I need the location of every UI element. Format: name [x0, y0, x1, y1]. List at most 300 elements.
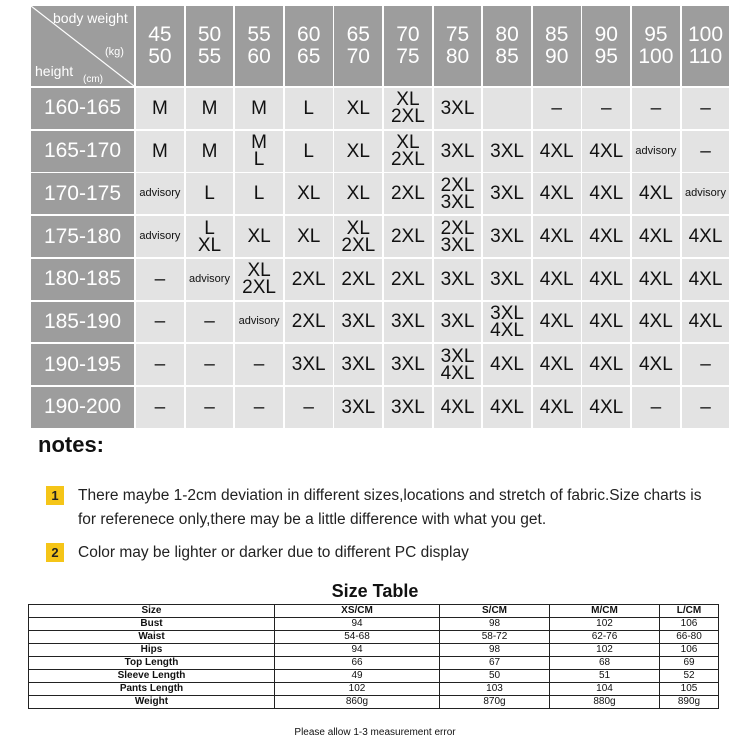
size-table-cell: 103	[440, 683, 550, 696]
size-table-cell: 68	[550, 657, 660, 670]
size-table-row-label: Sleeve Length	[29, 670, 275, 683]
size-value: 4XL	[638, 226, 673, 248]
size-value: –	[154, 396, 166, 418]
size-value: 3XL	[390, 354, 425, 376]
size-value: advisory	[685, 187, 726, 200]
size-value: 4XL	[539, 396, 574, 418]
size-value: 2XL	[440, 217, 475, 239]
size-value: 3XL	[390, 311, 425, 333]
height-row-header: 180-185	[31, 259, 134, 300]
size-value: –	[650, 97, 662, 119]
size-value: 2XL	[291, 268, 326, 290]
weight-value: 75	[445, 23, 470, 46]
size-value: advisory	[139, 187, 181, 200]
weight-value: 80	[445, 45, 470, 68]
size-cell	[384, 131, 432, 172]
size-cell	[334, 344, 382, 385]
height-row-header: 185-190	[31, 302, 134, 343]
size-value: XL	[197, 234, 222, 256]
size-value: L	[204, 183, 215, 205]
size-value: 3XL	[440, 268, 475, 290]
size-value: advisory	[635, 144, 677, 157]
size-table-cell: 94	[275, 618, 440, 631]
weight-value: 70	[346, 45, 370, 68]
size-value: 4XL	[638, 354, 673, 376]
size-cell	[235, 131, 283, 172]
notes-title: notes:	[38, 432, 104, 457]
height-row-header: 165-170	[31, 131, 134, 172]
size-value: –	[253, 354, 265, 376]
size-cell	[533, 88, 581, 129]
height-unit-label: (cm)	[83, 74, 103, 85]
size-cell	[632, 173, 680, 214]
weight-value: 45	[148, 23, 172, 46]
weight-value: 95	[644, 23, 668, 46]
size-table-cell: 62-76	[550, 631, 660, 644]
size-cell	[136, 173, 184, 214]
weight-column-header	[136, 6, 184, 86]
size-cell	[632, 88, 680, 129]
size-value: 3XL	[440, 140, 475, 162]
size-table-cell: 104	[550, 683, 660, 696]
size-value: –	[700, 140, 711, 162]
size-table-row-label: Top Length	[29, 657, 275, 670]
size-table-cell: 880g	[550, 696, 660, 709]
size-cell	[682, 259, 730, 300]
size-cell	[235, 344, 283, 385]
note-text: There maybe 1-2cm deviation in different sizes,locations and stretch of fabric.Size charts is for referenece only,there may be a little difference with what you get.	[78, 487, 702, 528]
size-cell	[434, 302, 482, 343]
weight-value: 55	[247, 23, 271, 46]
size-value: XL	[247, 260, 271, 282]
size-cell	[186, 259, 234, 300]
size-cell	[434, 216, 482, 257]
size-cell	[434, 387, 482, 428]
size-table-cell: 94	[275, 644, 440, 657]
size-value: L	[204, 217, 215, 239]
size-table-header: L/CM	[660, 605, 719, 618]
size-value: M	[201, 140, 218, 162]
size-cell	[434, 259, 482, 300]
size-cell	[582, 173, 630, 214]
size-cell	[136, 387, 184, 428]
size-cell	[533, 302, 581, 343]
size-table-cell: 102	[275, 683, 440, 696]
weight-column-header	[334, 6, 382, 86]
weight-value: 55	[197, 45, 222, 68]
size-value: 3XL	[490, 302, 524, 324]
size-table-row	[29, 618, 719, 631]
size-value: 4XL	[539, 311, 574, 333]
size-value: –	[204, 396, 215, 418]
size-value: –	[154, 268, 166, 290]
size-cell	[682, 216, 730, 257]
size-value: 3XL	[490, 183, 524, 205]
size-table-header: M/CM	[550, 605, 660, 618]
size-cell	[434, 131, 482, 172]
weight-column-header	[285, 6, 333, 86]
size-value: –	[154, 311, 166, 333]
size-value: L	[303, 97, 314, 119]
size-value: –	[601, 97, 612, 119]
size-cell	[582, 302, 630, 343]
size-value: 3XL	[291, 354, 326, 376]
weight-value: 65	[297, 45, 321, 68]
weight-value: 100	[687, 23, 724, 46]
size-table-cell: 98	[440, 618, 550, 631]
size-value: advisory	[238, 315, 280, 328]
weight-value: 80	[495, 23, 519, 46]
size-cell	[384, 259, 432, 300]
size-cell	[533, 387, 581, 428]
size-value: 4XL	[589, 226, 624, 248]
size-table-cell: 105	[660, 683, 719, 696]
size-table-cell: 66	[275, 657, 440, 670]
size-table-row-label: Bust	[29, 618, 275, 631]
size-value: 4XL	[638, 268, 673, 290]
size-value: 3XL	[341, 396, 376, 418]
size-cell	[136, 259, 184, 300]
height-row-header: 175-180	[31, 216, 134, 257]
size-cell	[136, 88, 184, 129]
size-value: XL	[297, 183, 321, 205]
size-cell	[285, 88, 333, 129]
size-table-cell: 890g	[660, 696, 719, 709]
size-table-cell: 51	[550, 670, 660, 683]
weight-value: 75	[396, 45, 420, 68]
size-value: L	[303, 140, 314, 162]
size-value: –	[700, 396, 711, 418]
size-cell	[434, 344, 482, 385]
size-cell	[334, 216, 382, 257]
size-table	[28, 604, 719, 709]
size-cell	[186, 387, 234, 428]
height-row-header: 160-165	[31, 88, 134, 129]
size-value: –	[700, 97, 711, 119]
size-cell	[533, 173, 581, 214]
size-cell	[334, 302, 382, 343]
size-value: 4XL	[440, 396, 475, 418]
size-value: 4XL	[638, 183, 673, 205]
size-table-cell: 58-72	[440, 631, 550, 644]
height-row-header: 190-195	[31, 344, 134, 385]
weight-value: 50	[197, 23, 222, 46]
note-number-badge: 2	[46, 543, 64, 562]
weight-column-header	[632, 6, 680, 86]
size-cell	[682, 387, 730, 428]
size-value: 4XL	[688, 311, 723, 333]
size-value: 4XL	[688, 226, 723, 248]
size-cell	[582, 88, 630, 129]
size-table-cell: 106	[660, 644, 719, 657]
size-cell	[186, 216, 234, 257]
size-table-cell: 870g	[440, 696, 550, 709]
size-table-row	[29, 696, 719, 709]
size-cell	[334, 259, 382, 300]
size-table-cell: 49	[275, 670, 440, 683]
size-cell	[285, 387, 333, 428]
size-cell	[235, 88, 283, 129]
size-cell	[384, 216, 432, 257]
size-cell	[682, 302, 730, 343]
size-cell	[582, 259, 630, 300]
size-cell	[285, 344, 333, 385]
size-value: 2XL	[341, 268, 376, 290]
size-value: 3XL	[440, 345, 475, 367]
size-table-cell: 67	[440, 657, 550, 670]
size-value: L	[253, 183, 265, 205]
size-value: M	[251, 132, 267, 154]
weight-value: 95	[594, 45, 618, 68]
size-cell	[235, 216, 283, 257]
size-value: XL	[346, 217, 370, 239]
size-cell	[384, 88, 432, 129]
weight-value: 90	[594, 23, 618, 46]
size-cell	[632, 216, 680, 257]
weight-column-header	[682, 6, 730, 86]
size-value: M	[151, 140, 168, 162]
note-number-badge: 1	[46, 486, 64, 505]
size-value: XL	[396, 132, 420, 154]
size-table-header: XS/CM	[275, 605, 440, 618]
size-value: M	[151, 97, 168, 119]
size-cell	[235, 387, 283, 428]
size-table-header: Size	[29, 605, 275, 618]
size-value: 4XL	[589, 183, 624, 205]
size-cell	[334, 131, 382, 172]
weight-column-header	[483, 6, 531, 86]
weight-value: 110	[688, 45, 723, 68]
size-value: 2XL	[390, 226, 425, 248]
size-cell	[483, 173, 531, 214]
weight-value: 85	[545, 23, 569, 46]
size-cell	[483, 216, 531, 257]
size-cell	[334, 173, 382, 214]
size-value: 3XL	[490, 140, 524, 162]
weight-value: 50	[148, 45, 172, 68]
size-value: –	[253, 396, 265, 418]
size-value: –	[154, 354, 166, 376]
size-value: 3XL	[440, 191, 475, 213]
size-value: M	[201, 97, 218, 119]
size-cell	[384, 173, 432, 214]
size-value: 2XL	[341, 234, 376, 256]
weight-axis-label: body weight	[53, 10, 128, 26]
weight-value: 70	[396, 23, 420, 46]
size-cell	[582, 216, 630, 257]
size-value: XL	[297, 226, 321, 248]
size-table-cell: 50	[440, 670, 550, 683]
size-table-row	[29, 631, 719, 644]
weight-value: 60	[297, 23, 321, 46]
size-cell	[682, 173, 730, 214]
weight-value: 85	[495, 45, 519, 68]
weight-value: 100	[638, 45, 674, 68]
size-cell	[483, 259, 531, 300]
size-cell	[483, 387, 531, 428]
size-table-row-label: Pants Length	[29, 683, 275, 696]
size-value: 3XL	[490, 226, 524, 248]
size-table-header: S/CM	[440, 605, 550, 618]
size-cell	[235, 259, 283, 300]
size-cell	[533, 131, 581, 172]
size-value: advisory	[139, 230, 181, 243]
size-value: 2XL	[390, 106, 425, 128]
weight-value: 65	[346, 23, 370, 46]
size-value: –	[650, 396, 662, 418]
size-chart-grid	[31, 6, 726, 419]
size-table-header-row	[29, 605, 719, 618]
size-table-row-label: Hips	[29, 644, 275, 657]
size-cell	[434, 173, 482, 214]
size-cell	[334, 387, 382, 428]
weight-column-header	[186, 6, 234, 86]
size-value: XL	[346, 183, 370, 205]
size-table-cell: 98	[440, 644, 550, 657]
size-value: 4XL	[539, 183, 574, 205]
size-value: 3XL	[341, 311, 376, 333]
size-table-cell: 69	[660, 657, 719, 670]
weight-unit-label: (kg)	[105, 46, 124, 58]
size-value: M	[251, 97, 267, 119]
size-value: 3XL	[390, 396, 425, 418]
size-value: 3XL	[440, 97, 475, 119]
size-value: –	[551, 97, 562, 119]
height-row-header: 170-175	[31, 173, 134, 214]
size-cell	[186, 173, 234, 214]
size-value: XL	[346, 97, 370, 119]
size-cell	[186, 88, 234, 129]
size-value: 4XL	[539, 140, 574, 162]
size-value: 3XL	[341, 354, 376, 376]
size-cell	[632, 259, 680, 300]
size-value: 4XL	[589, 268, 624, 290]
size-value: 4XL	[589, 396, 624, 418]
size-cell	[384, 302, 432, 343]
size-table-row	[29, 644, 719, 657]
size-value: L	[253, 149, 265, 171]
size-value: 3XL	[440, 234, 475, 256]
size-cell	[136, 216, 184, 257]
size-value: XL	[396, 89, 420, 111]
weight-column-header	[533, 6, 581, 86]
measurement-note: Please allow 1-3 measurement error	[294, 727, 456, 738]
size-cell	[285, 131, 333, 172]
size-cell	[285, 173, 333, 214]
size-cell	[235, 302, 283, 343]
size-table-title: Size Table	[331, 581, 419, 601]
chart-corner-header	[31, 6, 134, 86]
size-cell	[632, 387, 680, 428]
size-value: 4XL	[589, 354, 624, 376]
size-cell	[682, 131, 730, 172]
note-text: Color may be lighter or darker due to different PC display	[78, 544, 469, 561]
size-cell	[582, 344, 630, 385]
size-cell	[285, 216, 333, 257]
size-cell	[682, 344, 730, 385]
size-value: 4XL	[490, 354, 524, 376]
size-value: XL	[346, 140, 370, 162]
size-value: 4XL	[490, 396, 524, 418]
size-cell	[136, 344, 184, 385]
size-value: 4XL	[688, 268, 723, 290]
size-cell	[483, 131, 531, 172]
weight-column-header	[434, 6, 482, 86]
size-cell	[582, 131, 630, 172]
size-value: –	[204, 311, 215, 333]
height-axis-label: height	[35, 63, 74, 79]
size-value: 4XL	[638, 311, 673, 333]
size-cell	[136, 131, 184, 172]
size-value: 2XL	[390, 149, 425, 171]
size-table-cell: 860g	[275, 696, 440, 709]
size-value: advisory	[189, 272, 230, 285]
size-cell	[434, 88, 482, 129]
size-table-row-label: Weight	[29, 696, 275, 709]
size-cell	[334, 88, 382, 129]
size-value: 3XL	[440, 311, 475, 333]
size-value: 4XL	[539, 268, 574, 290]
size-cell	[285, 259, 333, 300]
size-table-cell: 102	[550, 644, 660, 657]
size-value: 2XL	[390, 268, 425, 290]
size-cell	[384, 344, 432, 385]
size-cell	[483, 344, 531, 385]
size-table-row	[29, 683, 719, 696]
size-cell	[533, 259, 581, 300]
size-table-row	[29, 670, 719, 683]
weight-value: 60	[247, 45, 271, 68]
size-value: 4XL	[589, 140, 624, 162]
size-cell	[533, 344, 581, 385]
size-cell	[136, 302, 184, 343]
weight-value: 90	[545, 45, 569, 68]
size-table-cell: 66-80	[660, 631, 719, 644]
size-value: 4XL	[539, 226, 574, 248]
size-table-cell: 106	[660, 618, 719, 631]
size-cell	[186, 302, 234, 343]
size-cell	[483, 302, 531, 343]
size-cell	[582, 387, 630, 428]
size-cell	[632, 302, 680, 343]
weight-column-header	[582, 6, 630, 86]
size-cell	[384, 387, 432, 428]
size-value: 2XL	[440, 174, 475, 196]
size-cell	[632, 344, 680, 385]
size-value: 2XL	[390, 183, 425, 205]
size-cell	[632, 131, 680, 172]
weight-column-header	[235, 6, 283, 86]
height-row-header: 190-200	[31, 387, 134, 428]
size-cell	[533, 216, 581, 257]
size-value: 4XL	[589, 311, 624, 333]
size-value: XL	[247, 226, 271, 248]
size-table-cell: 102	[550, 618, 660, 631]
size-cell	[682, 88, 730, 129]
size-cell	[186, 344, 234, 385]
weight-column-header	[384, 6, 432, 86]
size-cell	[235, 173, 283, 214]
size-value: –	[204, 354, 215, 376]
size-table-cell: 52	[660, 670, 719, 683]
size-value: 3XL	[490, 268, 524, 290]
size-value: 2XL	[291, 311, 326, 333]
size-value: 4XL	[490, 319, 524, 341]
size-value: 4XL	[440, 362, 475, 384]
size-table-cell: 54-68	[275, 631, 440, 644]
size-value: 4XL	[539, 354, 574, 376]
size-value: –	[700, 354, 711, 376]
